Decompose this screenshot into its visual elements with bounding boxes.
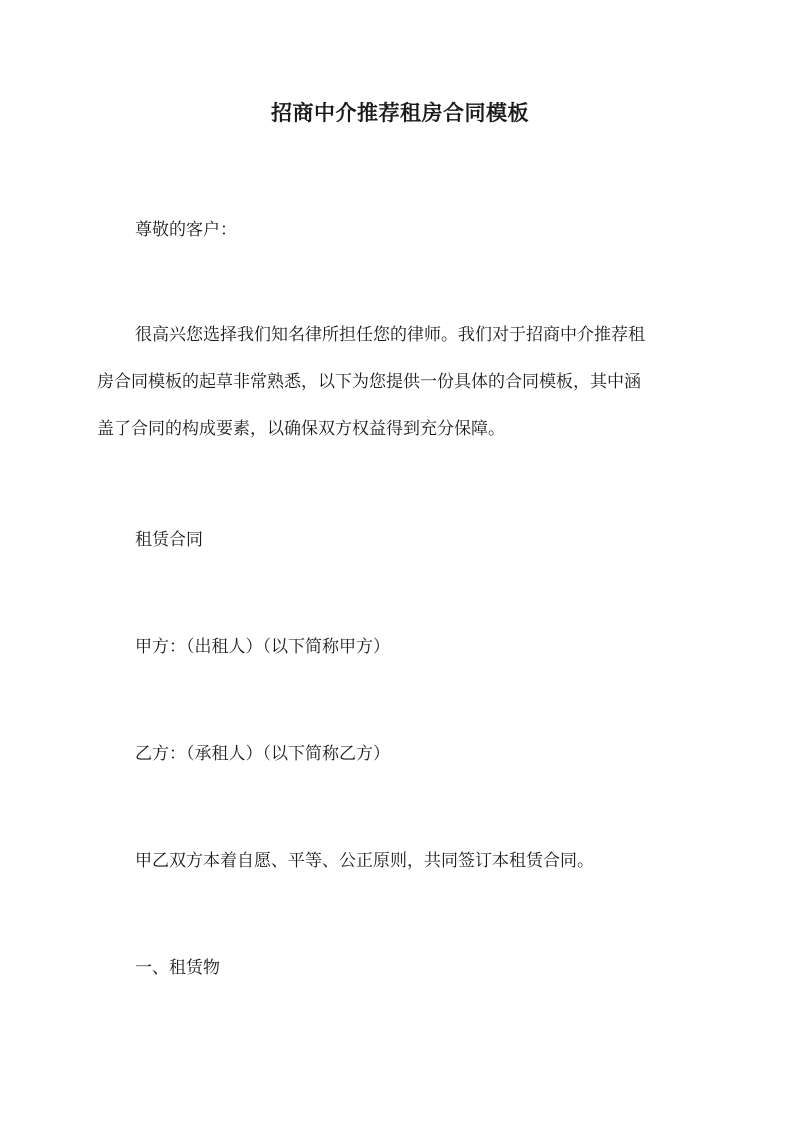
party-b: 乙方：（承租人）（以下简称乙方） (135, 744, 390, 764)
intro-line-1: 很高兴您选择我们知名律所担任您的律师。我们对于招商中介推荐租 (135, 325, 645, 345)
intro-paragraph (97, 312, 703, 453)
agreement-statement: 甲乙双方本着自愿、平等、公正原则，共同签订本租赁合同。 (135, 851, 594, 871)
party-a: 甲方：（出租人）（以下简称甲方） (135, 637, 390, 657)
intro-line-3: 盖了合同的构成要素，以确保双方权益得到充分保障。 (97, 419, 505, 439)
document-title: 招商中介推荐租房合同模板 (271, 100, 529, 125)
intro-line-2: 房合同模板的起草非常熟悉，以下为您提供一份具体的合同模板，其中涵 (97, 372, 641, 392)
contract-heading: 租赁合同 (135, 530, 203, 550)
section-heading-1: 一、租赁物 (135, 958, 220, 978)
salutation: 尊敬的客户： (135, 220, 237, 240)
